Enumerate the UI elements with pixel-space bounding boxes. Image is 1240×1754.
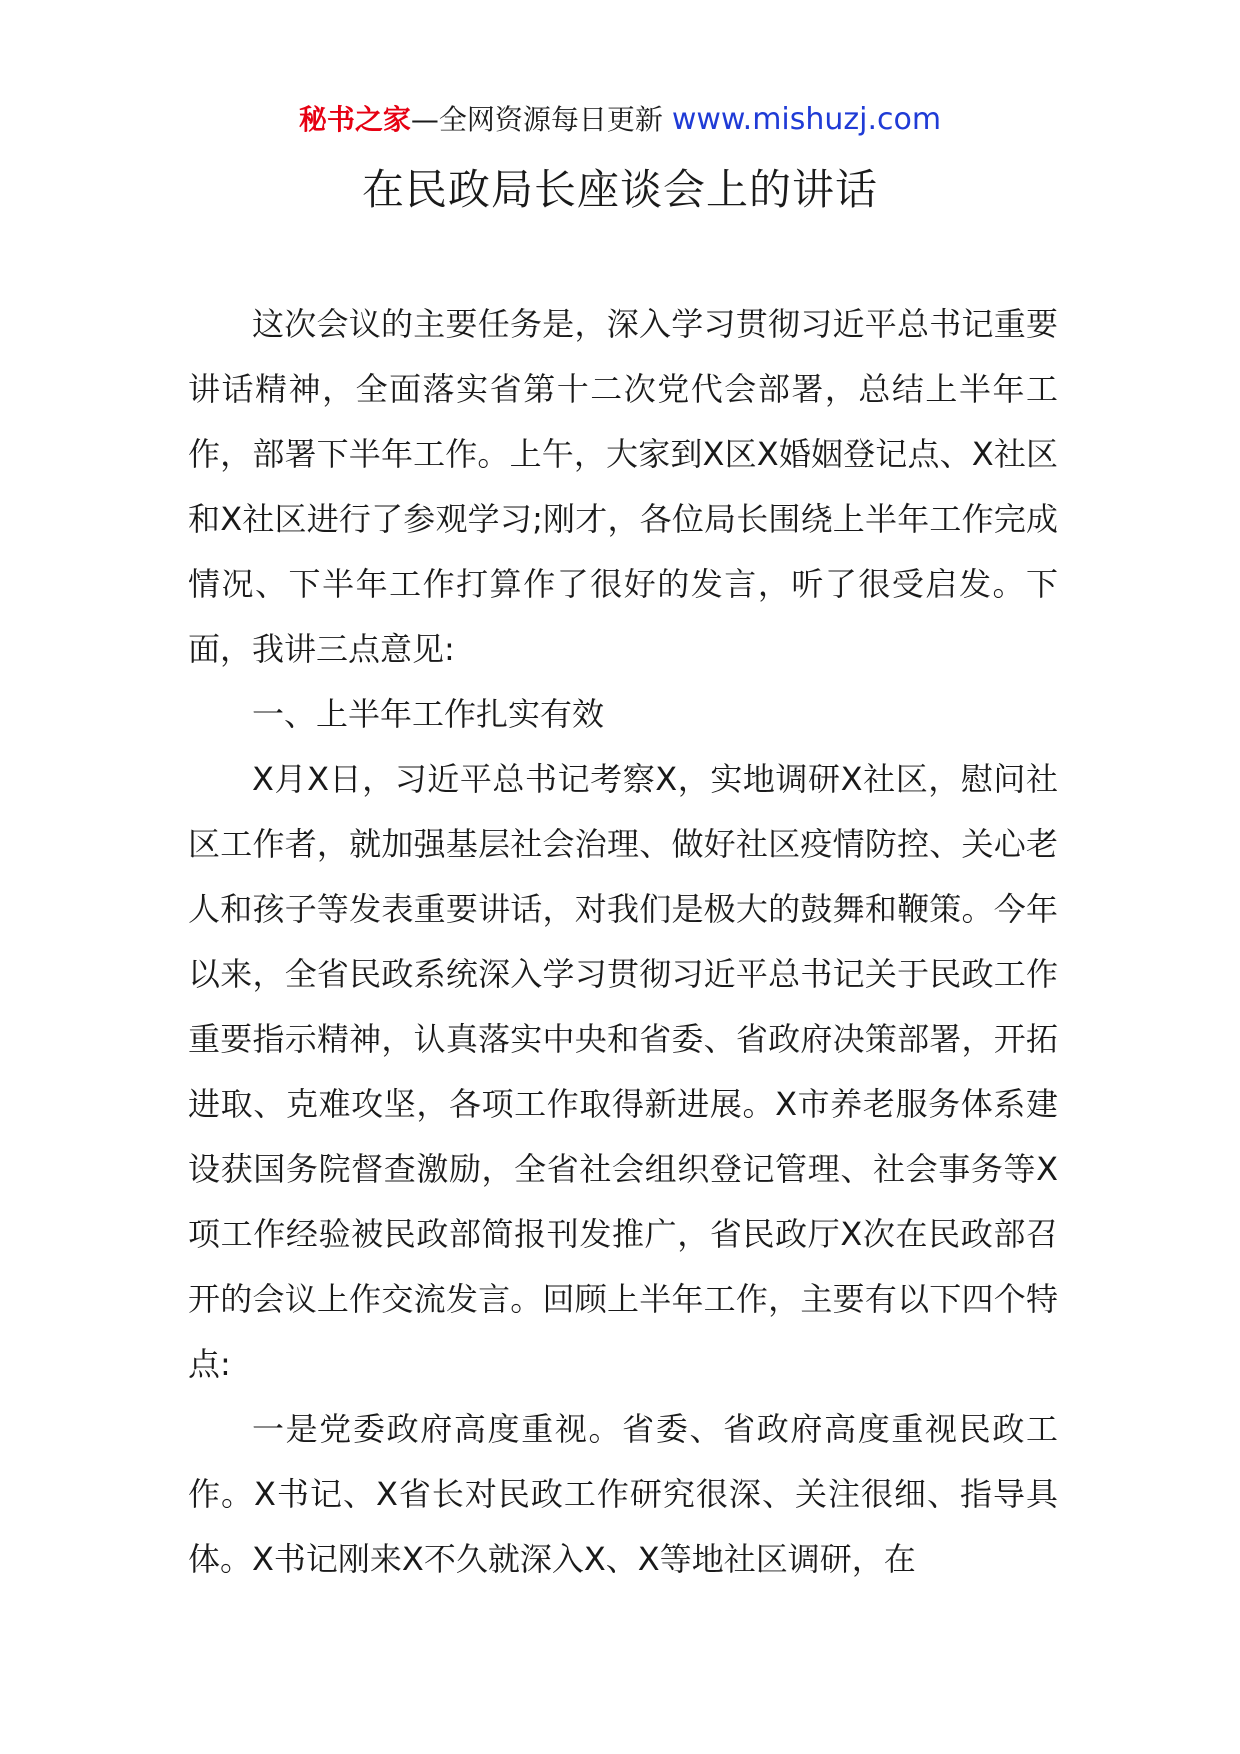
brand-name: 秘书之家 [298, 103, 411, 136]
body-paragraph: X月X日，习近平总书记考察X，实地调研X社区，慰问社区工作者，就加强基层社会治理、做好社区疫情防控、关心老人和孩子等发表重要讲话，对我们是极大的鼓舞和鞭策。今年以来，全省民政系统深入学习贯彻习近平总书记关于民政工作重要指示精神，认真落实中央和省委、省政府决策部署，开拓进取、克难攻坚，各项工作取得新进展。X市养老服务体系建设获国务院督查激励，全省社会组织登记管理、社会事务等X项工作经验被民政部简报刊发推广，省民政厅X次在民政部召开的会议上作交流发言。回顾上半年工作，主要有以下四个特点: [188, 760, 1058, 1383]
header-tagline: —全网资源每日更新 [410, 103, 672, 136]
body-paragraph: 一是党委政府高度重视。省委、省政府高度重视民政工作。X书记、X省长对民政工作研究很深、关注很细、指导具体。X书记刚来X不久就深入X、X等地社区调研，在 [188, 1410, 1058, 1578]
document-title: 在民政局长座谈会上的讲话 [361, 165, 878, 214]
site-url-link[interactable]: www.mishuzj.com [671, 102, 942, 137]
document-body [188, 292, 1058, 1592]
intro-paragraph: 这次会议的主要任务是，深入学习贯彻习近平总书记重要讲话精神，全面落实省第十二次党代会部署，总结上半年工作，部署下半年工作。上午，大家到X区X婚姻登记点、X社区和X社区进行了参观学习;刚才，各位局长围绕上半年工作完成情况、下半年工作打算作了很好的发言，听了很受启发。下面，我讲三点意见: [188, 305, 1058, 668]
section-heading: 一、上半年工作扎实有效 [252, 695, 605, 733]
site-header [0, 100, 1240, 140]
